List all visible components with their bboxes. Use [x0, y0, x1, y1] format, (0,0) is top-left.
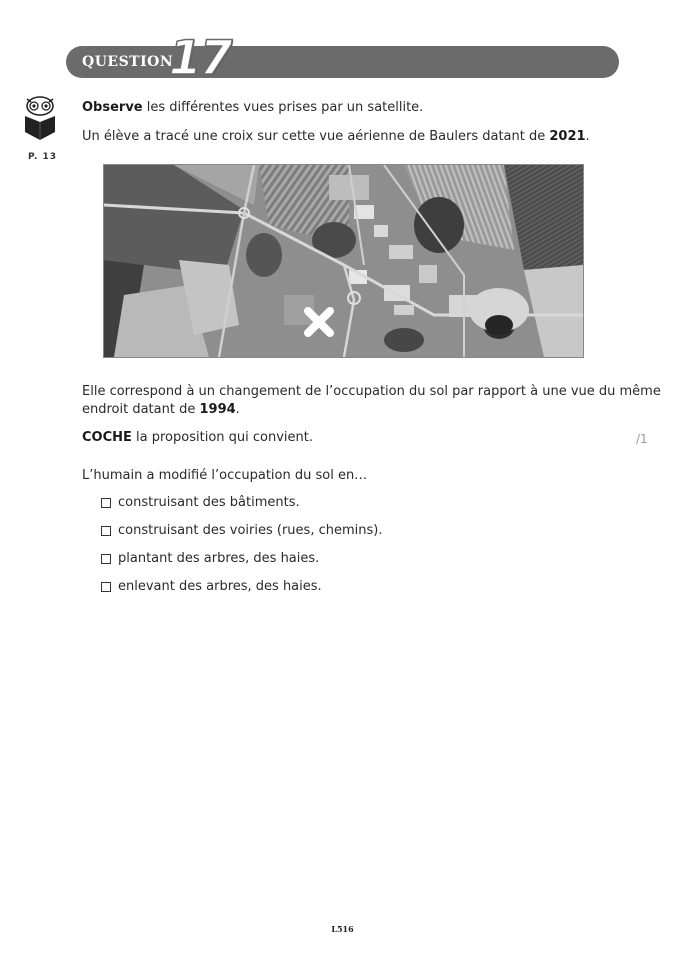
option-1[interactable] — [101, 495, 300, 510]
option-1-checkbox[interactable] — [101, 498, 111, 508]
option-3[interactable] — [101, 551, 319, 566]
coche-keyword: COCHE — [82, 430, 132, 445]
option-2-checkbox[interactable] — [101, 526, 111, 536]
score-marker: /1 — [636, 432, 648, 446]
option-2-label: construisant des voiries (rues, chemins). — [118, 523, 383, 538]
option-4-checkbox[interactable] — [101, 582, 111, 592]
context-line-2: endroit datant de 1994. — [82, 402, 240, 417]
option-3-label: plantant des arbres, des haies. — [118, 551, 320, 566]
footer-code: L516 — [331, 924, 354, 934]
context-line-1: Elle correspond à un changement de l’occupation du sol par rapport à une vue du même — [82, 384, 661, 399]
aerial-photo-illustration — [104, 165, 583, 357]
option-3-checkbox[interactable] — [101, 554, 111, 564]
instruction: COCHE la proposition qui convient. — [82, 430, 313, 445]
question-stem: L’humain a modifié l’occupation du sol en… — [82, 468, 368, 483]
question-label: QUESTION — [82, 54, 174, 70]
option-1-label: construisant des bâtiments. — [118, 495, 300, 510]
option-4-label: enlevant des arbres, des haies. — [118, 579, 322, 594]
option-4[interactable] — [101, 579, 322, 594]
reading-owl-icon — [22, 96, 58, 148]
intro-line-2: Un élève a tracé une croix sur cette vue aérienne de Baulers datant de 2021. — [82, 129, 590, 144]
option-2[interactable] — [101, 523, 382, 538]
observe-keyword: Observe — [82, 100, 143, 115]
question-number: 17 — [169, 31, 231, 86]
year-1994: 1994 — [199, 402, 236, 417]
page-reference: P. 13 — [28, 152, 58, 162]
aerial-photo — [103, 164, 584, 358]
year-2021: 2021 — [549, 129, 586, 144]
intro-line-1: Observe les différentes vues prises par un satellite. — [82, 100, 424, 115]
